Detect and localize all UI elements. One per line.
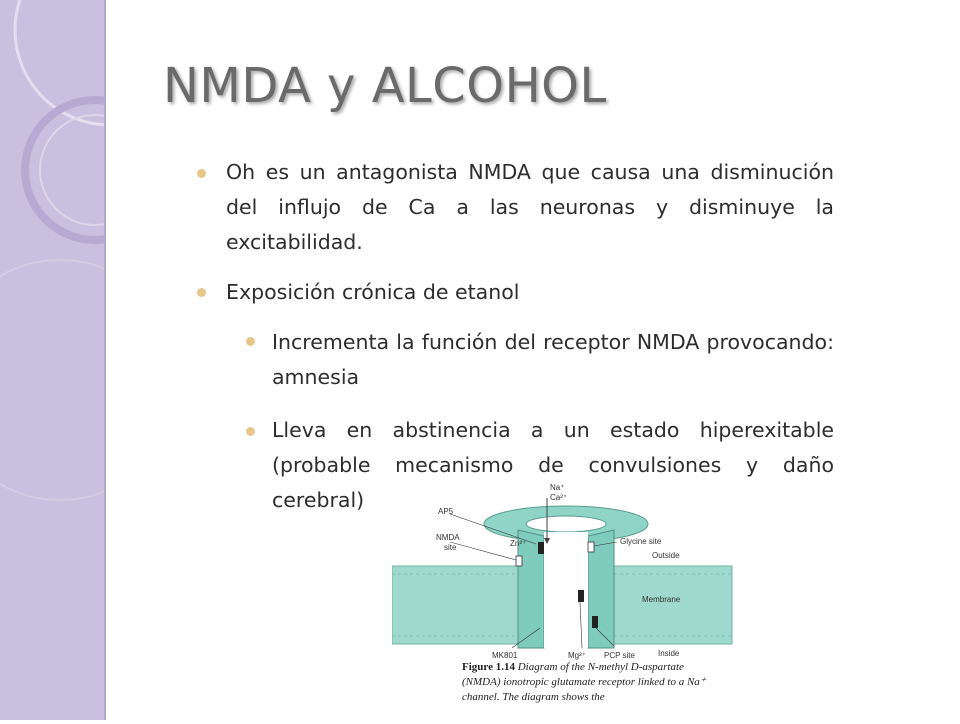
label-zn: Zn²⁺ [510, 539, 527, 548]
label-nmda-site: NMDA [436, 533, 460, 542]
sub-bullet-item-2: Lleva en abstinencia a un estado hiperexitable (probable mecanismo de convulsiones y daño cerebral) [272, 418, 834, 512]
label-membrane: Membrane [642, 595, 681, 604]
label-mk801: MK801 [492, 651, 518, 660]
label-outside: Outside [652, 551, 680, 560]
label-ap5: AP5 [438, 507, 454, 516]
bullet-dot [197, 169, 206, 178]
slide-title: NMDA y ALCOHOL [163, 58, 607, 114]
label-nmda-site-2: site [444, 543, 457, 552]
caption-lead: Figure 1.14 [462, 661, 515, 673]
label-mg: Mg²⁺ [568, 651, 586, 660]
label-na: Na⁺ [550, 483, 565, 492]
sub-bullet-item-1: Incrementa la función del receptor NMDA provocando: amnesia [272, 330, 834, 389]
label-glycine-site: Glycine site [620, 537, 662, 546]
decorative-sidebar [0, 0, 106, 720]
sidebar-circles-decoration [0, 0, 106, 720]
bullet-item-2: Exposición crónica de etanol [226, 280, 520, 304]
label-pcp-site: PCP site [604, 651, 635, 660]
bullet-dot [197, 288, 206, 297]
bullet-item-1: Oh es un antagonista NMDA que causa una disminución del influjo de Ca a las neuronas y disminuye la excitabilidad. [226, 160, 834, 254]
caption-text: Diagram of the N-methyl D-aspartate (NMDA) ionotropic glutamate receptor linked to a Na⁺ channel. The diagram shows the [462, 661, 706, 703]
figure-caption [462, 660, 712, 705]
sub-bullet-dot [246, 427, 255, 436]
label-inside: Inside [658, 649, 680, 658]
label-ca: Ca²⁺ [550, 493, 568, 502]
sidebar-divider [104, 0, 106, 720]
sub-bullet-dot [246, 337, 255, 346]
